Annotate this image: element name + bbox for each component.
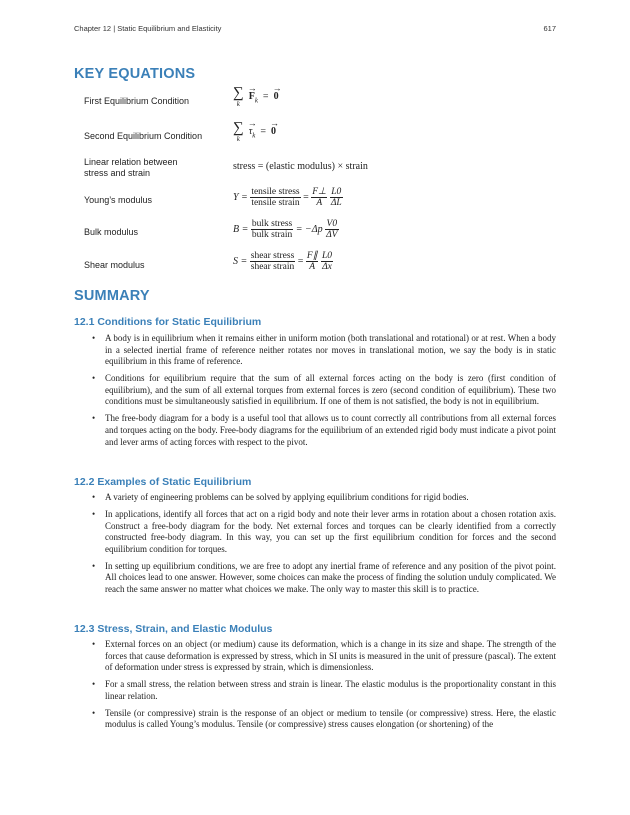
chapter-title: Chapter 12 | Static Equilibrium and Elasticity	[74, 24, 222, 33]
section-title-12-2: 12.2 Examples of Static Equilibrium	[74, 476, 252, 488]
equation-shear-modulus: S = $\frac{\text{shear stress}}{\text{shear strain}}$ = $\frac{F\parallel}{A}$ $\frac{L0}{\Delta x}$	[233, 251, 333, 272]
equation-label-bulk-modulus: Bulk modulus	[84, 227, 139, 237]
list-item: • Tensile (or compressive) strain is the response of an object or medium to tensile (or compressive) stress. Here, the elastic modulus is called Young’s modulus. Tensile (or compressive) stress causes elongation (or shortening) of the	[92, 708, 556, 731]
page-header	[74, 24, 556, 38]
summary-heading: SUMMARY	[74, 288, 150, 304]
list-item: • In setting up equilibrium conditions, we are free to adopt any inertial frame of reference and any position of the pivot point. All choices lead to one answer. However, some choices can make the process of finding the solution unduly complicated. We reach the same answer no matter what choices we make. The only way to master this skill is to practice.	[92, 561, 556, 596]
page-number: 617	[543, 24, 556, 33]
section-title-12-1: 12.1 Conditions for Static Equilibrium	[74, 316, 262, 328]
summation-symbol: ∑ k	[233, 85, 244, 108]
equation-youngs-modulus: Y = $\frac{\text{tensile stress}}{\text{tensile strain}}$ = $\frac{F\perp}{A}$ $\frac{L0}{\Delta L}$	[233, 187, 342, 208]
equation-linear-relation: stress = (elastic modulus) × strain	[233, 161, 368, 172]
list-item: • A body is in equilibrium when it remains either in uniform motion (both translational and rotational) or at rest. When a body in a selected inertial frame of reference neither rotates nor moves in translational motion, we say the body is in static equilibrium in this frame of reference.	[92, 333, 556, 368]
equation-label-first-equilibrium: First Equilibrium Condition	[84, 96, 190, 106]
equation-label-linear-relation: Linear relation between stress and strain	[84, 157, 178, 178]
list-item: • In applications, identify all forces that act on a rigid body and note their lever arms in rotation about a chosen rotation axis. Construct a free-body diagram for the body. Net external forces and torques can be clearly identified from a correctly constructed free-body diagram. In this way, you can set up the first equilibrium condition for forces and the second equilibrium condition for torques.	[92, 509, 556, 555]
key-equations-heading: KEY EQUATIONS	[74, 66, 196, 82]
summation-symbol: ∑ k	[233, 120, 244, 143]
torque-vector: → τ	[249, 126, 253, 137]
list-item: • A variety of engineering problems can be solved by applying equilibrium conditions for rigid bodies.	[92, 492, 556, 504]
zero-vector: → 0	[271, 126, 276, 137]
equation-bulk-modulus: B = $\frac{\text{bulk stress}}{\text{bulk strain}}$ = −Δp $\frac{V0}{\Delta V}$	[233, 219, 338, 240]
list-item: • External forces on an object (or medium) cause its deformation, which is a change in its size and shape. The strength of the forces that cause deformation is expressed by stress, which in SI units is measured in the unit of pressure (pascal). The extent of deformation under stress is expressed by strain, which is dimensionless.	[92, 639, 556, 674]
equation-label-shear-modulus: Shear modulus	[84, 260, 145, 270]
force-vector: → F	[249, 91, 255, 102]
section-12-1-bullets	[92, 333, 556, 454]
list-item: • The free-body diagram for a body is a useful tool that allows us to count correctly all contributions from all external forces and torques acting on the body. Free-body diagrams for the equilibrium of an extended rigid body must indicate a pivot point and lever arms of acting forces with respect to the pivot.	[92, 413, 556, 448]
section-title-12-3: 12.3 Stress, Strain, and Elastic Modulus	[74, 623, 273, 635]
equation-label-youngs-modulus: Young’s modulus	[84, 195, 153, 205]
equation-first-equilibrium: ∑ k → $F_k$ = → 0	[233, 86, 279, 108]
section-12-2-bullets	[92, 492, 556, 601]
equation-label-second-equilibrium: Second Equilibrium Condition	[84, 131, 203, 141]
list-item: • Conditions for equilibrium require that the sum of all external forces acting on the body is zero (first condition of equilibrium), and the sum of all external torques from external forces is zero (second condition of equilibrium). These two conditions must be simultaneously satisfied in equilibrium. If one of them is not satisfied, the body is not in equilibrium.	[92, 373, 556, 408]
equation-second-equilibrium: ∑ k → $\tau_k$ = → 0	[233, 121, 276, 143]
list-item: • For a small stress, the relation between stress and strain is linear. The elastic modulus is the proportionality constant in this linear relation.	[92, 679, 556, 702]
zero-vector: → 0	[274, 91, 279, 102]
section-12-3-bullets	[92, 639, 556, 736]
